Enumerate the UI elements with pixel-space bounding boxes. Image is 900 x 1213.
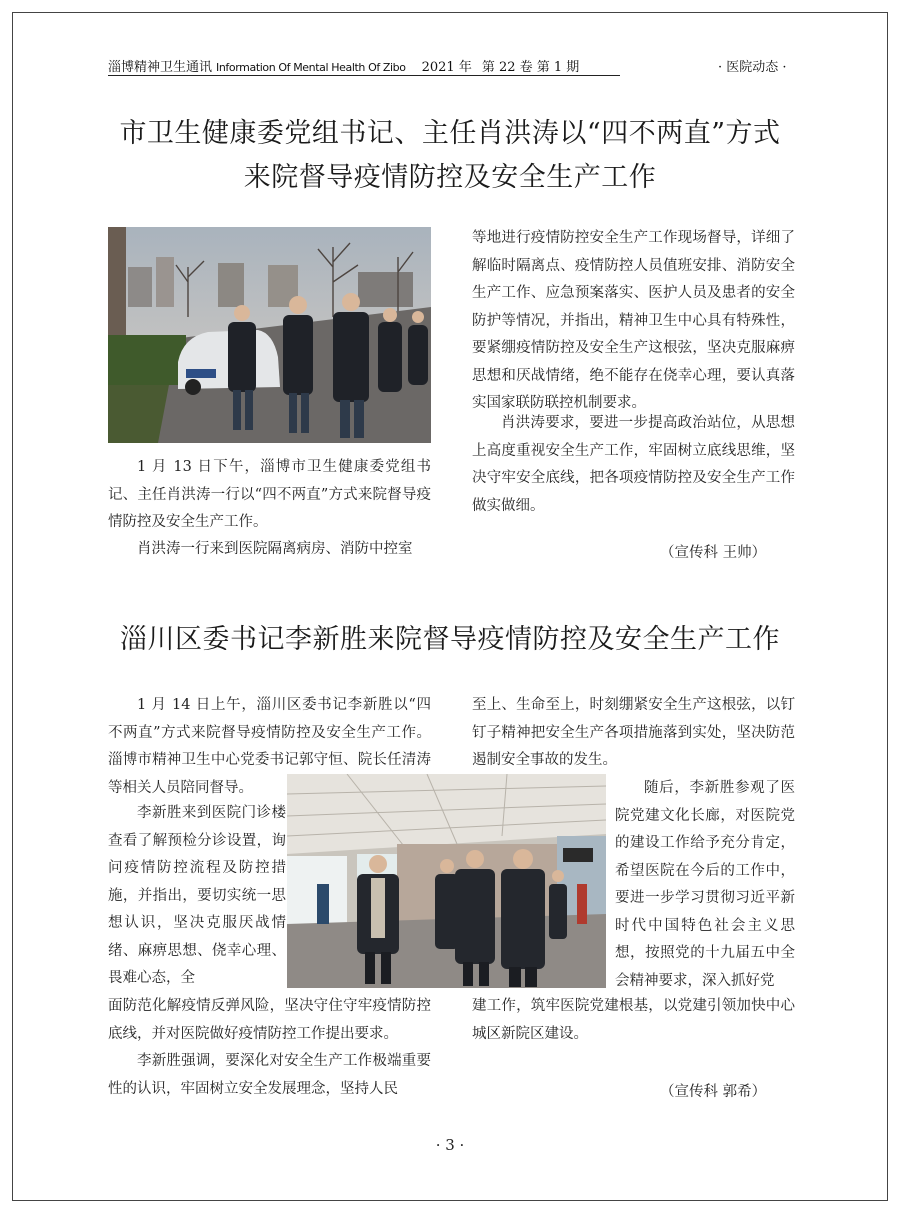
journal-title-en: Information Of Mental Health Of Zibo xyxy=(216,61,406,74)
article1-right-p1: 等地进行疫情防控安全生产工作现场督导，详细了解临时隔离点、疫情防控人员值班安排、消防安全生产工作、应急预案落实、医护人员及患者的安全防护等情况，并指出，精神卫生中心具有特殊性，要紧绷疫情防控及安全生产这根弦，坚决克服麻痹思想和厌战情绪，绝不能存在侥幸心理，要认真落实国家联防联控机制要求。 xyxy=(472,230,795,411)
article1-photo xyxy=(108,227,431,443)
article1-right-p2: 肖洪涛要求，要进一步提高政治站位，从思想上高度重视安全生产工作，牢固树立底线思维，坚决守牢安全底线，把各项疫情防控及安全生产工作做实做细。 xyxy=(472,415,795,514)
page-number: · 3 · xyxy=(435,1136,465,1154)
article1-title xyxy=(90,112,810,200)
article2-right-p2: 随后，李新胜参观了医院党建文化长廊，对医院党的建设工作给予充分肯定，希望医院在今后的工作中，要进一步学习贯彻习近平新时代中国特色社会主义思想，按照党的十九届五中全会精神要求，深入抓好党 xyxy=(615,780,795,989)
article2-full-p: 面防范化解疫情反弹风险，坚决守住守牢疫情防控底线，并对医院做好疫情防控工作提出要求。 xyxy=(108,998,431,1042)
article2-right-p3: 建工作，筑牢医院党建根基，以党建引领加快中心城区新院区建设。 xyxy=(472,998,795,1042)
section-label: · 医院动态 · xyxy=(718,60,787,75)
article1-title-line1: 市卫生健康委党组书记、主任肖洪涛以“四不两直”方式 xyxy=(119,118,781,149)
article2-photo xyxy=(287,774,606,988)
issue-volume: 第 22 卷 第 1 期 xyxy=(481,60,580,75)
article2-right-p1: 至上、生命至上，时刻绷紧安全生产这根弦，以钉钉子精神把安全生产各项措施落到实处，坚决防范遏制安全事故的发生。 xyxy=(472,697,795,768)
issue-year: 2021 年 xyxy=(421,60,472,75)
article2-byline: （宣传科 郭希） xyxy=(660,1084,767,1100)
article2-left-p2: 李新胜来到医院门诊楼查看了解预检分诊设置，询问疫情防控流程及防控措施，并指出，要切实统一思想认识，坚决克服厌战情绪、麻痹思想、侥幸心理、畏难心态，全 xyxy=(108,805,286,986)
article2-left-p3: 李新胜强调，要深化对安全生产工作极端重要性的认识，牢固树立安全发展理念，坚持人民 xyxy=(108,1053,431,1097)
article1-left-p2: 肖洪涛一行来到医院隔离病房、消防中控室 xyxy=(137,541,413,557)
running-header xyxy=(108,56,579,75)
header-rule xyxy=(108,75,620,76)
article2-left-p1: 1 月 14 日上午，淄川区委书记李新胜以“四不两直”方式来院督导疫情防控及安全生产工作。淄博市精神卫生中心党委书记郭守恒、院长任清涛等相关人员陪同督导。 xyxy=(108,697,431,796)
article1-left-p1: 1 月 13 日下午，淄博市卫生健康委党组书记、主任肖洪涛一行以“四不两直”方式来院督导疫情防控及安全生产工作。 xyxy=(108,459,431,530)
article1-byline: （宣传科 王帅） xyxy=(660,545,767,561)
article1-title-line2: 来院督导疫情防控及安全生产工作 xyxy=(243,162,657,193)
journal-title: 淄博精神卫生通讯 xyxy=(108,60,213,75)
article2-title: 淄川区委书记李新胜来院督导疫情防控及安全生产工作 xyxy=(120,624,780,655)
